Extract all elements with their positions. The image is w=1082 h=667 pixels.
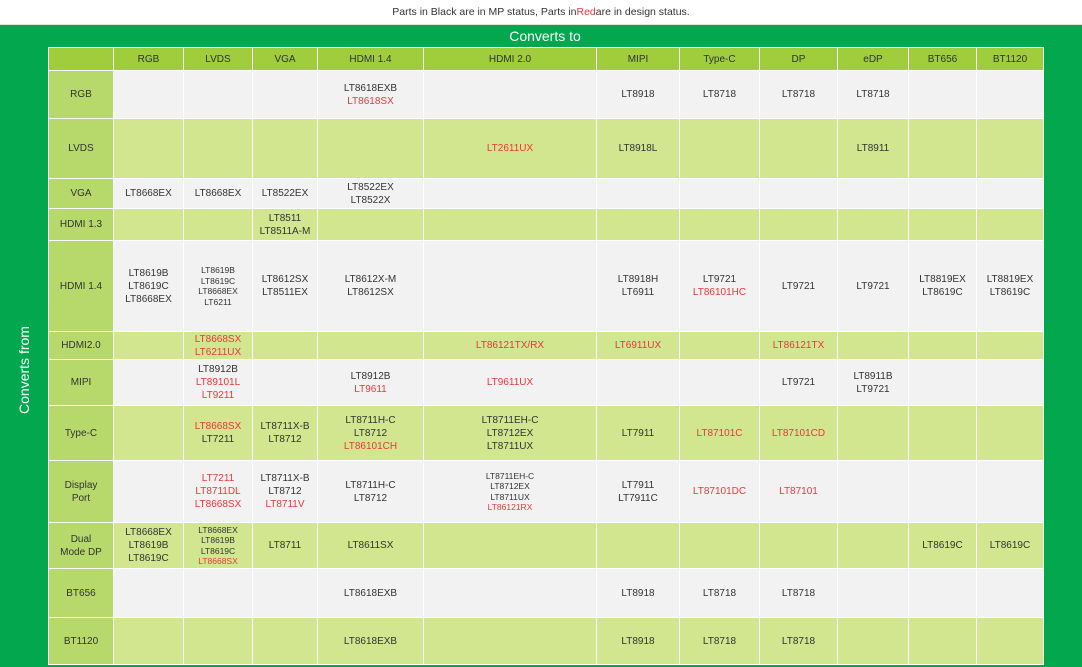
row-header <box>49 179 114 209</box>
matrix-cell <box>760 406 838 461</box>
design-part-number: LT9611UX <box>486 377 534 388</box>
mp-part-number: LT8711UX <box>490 491 530 502</box>
row-header-line: BT656 <box>66 587 96 599</box>
mp-part-number: LT8668EX <box>125 293 172 305</box>
row-header <box>49 209 114 241</box>
matrix-cell <box>597 618 680 665</box>
matrix-cell <box>977 71 1044 119</box>
mp-part-number: LT8912B <box>350 370 391 382</box>
mp-part-number: LT8618EXB <box>343 635 398 647</box>
mp-part-number: LT8522EX <box>261 188 309 199</box>
mp-part-number: LT8612SX <box>347 287 394 298</box>
mp-part-number: LT8918H <box>617 274 659 285</box>
matrix-cell <box>977 209 1044 241</box>
row-header-line: Port <box>71 492 91 504</box>
mp-part-number: LT8619B <box>128 267 169 279</box>
mp-part-number: LT8619C <box>200 545 236 556</box>
matrix-cell <box>184 332 253 360</box>
matrix-cell <box>318 461 424 523</box>
matrix-cell <box>184 461 253 523</box>
matrix-row <box>49 71 1044 119</box>
matrix-cell <box>253 406 318 461</box>
design-part-number: LT89101L <box>195 377 241 388</box>
mp-part-number: LT8918L <box>618 143 658 154</box>
matrix-cell <box>114 360 184 406</box>
mp-part-number: LT8718 <box>781 635 816 647</box>
matrix-cell <box>114 332 184 360</box>
matrix-cell <box>424 119 597 179</box>
design-part-number: LT2611UX <box>486 143 534 154</box>
matrix-cell <box>114 406 184 461</box>
mp-part-number: LT8668EX <box>125 188 172 199</box>
row-header <box>49 461 114 523</box>
matrix-cell <box>909 406 977 461</box>
row-header <box>49 119 114 179</box>
matrix-cell <box>760 569 838 618</box>
mp-part-number: LT8711X-B <box>260 473 310 484</box>
mp-part-number: LT8522EX <box>347 181 394 193</box>
design-part-number: LT86101HC <box>692 287 747 298</box>
row-header-line: HDMI 1.3 <box>59 219 103 230</box>
mp-part-number: LT7211 <box>201 434 235 445</box>
matrix-cell <box>253 461 318 523</box>
status-legend <box>0 0 1082 25</box>
matrix-cell <box>318 523 424 569</box>
matrix-cell <box>680 569 760 618</box>
matrix-cell <box>424 523 597 569</box>
mp-part-number: LT8619C <box>128 280 169 292</box>
design-part-number: LT9611 <box>354 383 387 395</box>
matrix-cell <box>253 209 318 241</box>
matrix-cell <box>597 360 680 406</box>
matrix-cell <box>977 618 1044 665</box>
row-header-line: Mode DP <box>60 546 102 558</box>
mp-part-number: LT8912B <box>198 364 238 375</box>
matrix-cell <box>680 461 760 523</box>
row-header-line: VGA <box>70 188 92 199</box>
design-part-number: LT8711V <box>265 499 305 510</box>
design-part-number: LT86121RX <box>487 502 533 512</box>
mp-part-number: LT8819EX <box>919 274 966 285</box>
matrix-cell <box>318 406 424 461</box>
mp-part-number: LT8612SX <box>261 274 309 285</box>
matrix-cell <box>680 332 760 360</box>
matrix-cell <box>760 523 838 569</box>
matrix-cell <box>760 360 838 406</box>
matrix-cell <box>760 241 838 332</box>
matrix-cell <box>318 179 424 209</box>
row-header-line: Type-C <box>64 427 98 439</box>
row-header-line: HDMI 1.4 <box>59 280 103 292</box>
matrix-cell <box>597 461 680 523</box>
row-header <box>49 618 114 665</box>
matrix-cell <box>909 119 977 179</box>
legend-red-word: Red <box>576 6 596 18</box>
matrix-cell <box>597 332 680 360</box>
mp-part-number: LT8712EX <box>490 481 530 491</box>
design-part-number: LT8668SX <box>194 499 242 510</box>
mp-part-number: LT8668EX <box>198 524 238 535</box>
mp-part-number: LT8668EX <box>194 188 242 199</box>
matrix-cell <box>114 119 184 179</box>
design-part-number: LT8618SX <box>347 95 394 107</box>
matrix-cell <box>597 71 680 119</box>
matrix-cell <box>597 209 680 241</box>
matrix-cell <box>838 461 909 523</box>
matrix-cell <box>909 209 977 241</box>
matrix-cell <box>680 209 760 241</box>
matrix-cell <box>253 523 318 569</box>
mp-part-number: LT8711H-C <box>345 414 396 426</box>
matrix-row <box>49 119 1044 179</box>
matrix-cell <box>977 523 1044 569</box>
matrix-cell <box>909 179 977 209</box>
matrix-cell <box>318 119 424 179</box>
matrix-cell <box>977 360 1044 406</box>
converts-from-heading <box>6 320 42 420</box>
matrix-cell <box>680 241 760 332</box>
row-header-line: Display <box>64 479 98 491</box>
matrix-cell <box>318 71 424 119</box>
matrix-row <box>49 569 1044 618</box>
mp-part-number: LT8511 <box>268 212 302 224</box>
mp-part-number: LT9721 <box>781 280 816 292</box>
mp-part-number: LT9721 <box>702 274 737 285</box>
matrix-cell <box>597 241 680 332</box>
matrix-cell <box>680 618 760 665</box>
column-header: MIPI <box>597 48 680 71</box>
design-part-number: LT6211UX <box>194 346 242 358</box>
matrix-cell <box>424 241 597 332</box>
row-header-line: LVDS <box>68 143 94 154</box>
design-part-number: LT87101CD <box>771 427 826 439</box>
matrix-cell <box>114 71 184 119</box>
matrix-cell <box>760 179 838 209</box>
row-header <box>49 360 114 406</box>
row-header-line: MIPI <box>70 377 92 388</box>
matrix-cell <box>597 406 680 461</box>
matrix-cell <box>760 119 838 179</box>
matrix-cell <box>184 71 253 119</box>
mp-part-number: LT8711 <box>268 540 302 551</box>
design-part-number: LT86121TX/RX <box>475 340 545 351</box>
matrix-cell <box>424 406 597 461</box>
matrix-cell <box>424 569 597 618</box>
matrix-cell <box>838 71 909 119</box>
design-part-number: LT8711DL <box>195 486 241 497</box>
mp-part-number: LT8718 <box>702 635 737 647</box>
column-header: HDMI 1.4 <box>318 48 424 71</box>
mp-part-number: LT8712 <box>353 427 388 439</box>
matrix-cell <box>909 241 977 332</box>
mp-part-number: LT8712 <box>268 434 302 445</box>
mp-part-number: LT8918 <box>621 89 655 100</box>
mp-part-number: LT8511EX <box>262 287 308 298</box>
mp-part-number: LT8911 <box>856 143 890 154</box>
matrix-cell <box>597 179 680 209</box>
matrix-cell <box>318 360 424 406</box>
matrix-cell <box>114 523 184 569</box>
design-part-number: LT6911UX <box>614 340 662 351</box>
column-header: RGB <box>114 48 184 71</box>
column-header: BT656 <box>909 48 977 71</box>
design-part-number: LT87101DC <box>692 486 747 497</box>
mp-part-number: LT8619C <box>922 287 963 298</box>
matrix-cell <box>760 209 838 241</box>
matrix-cell <box>253 360 318 406</box>
matrix-cell <box>838 119 909 179</box>
matrix-cell <box>760 71 838 119</box>
mp-part-number: LT8711EH-C <box>485 470 535 481</box>
matrix-cell <box>424 71 597 119</box>
matrix-cell <box>318 209 424 241</box>
matrix-cell <box>909 461 977 523</box>
matrix-cell <box>977 179 1044 209</box>
matrix-cell <box>318 569 424 618</box>
mp-part-number: LT8619C <box>989 540 1031 551</box>
column-header: Type-C <box>680 48 760 71</box>
corner-cell <box>49 48 114 71</box>
matrix-cell <box>909 360 977 406</box>
design-part-number: LT87101 <box>779 486 818 497</box>
column-header: LVDS <box>184 48 253 71</box>
design-part-number: LT86101CH <box>343 440 398 452</box>
mp-part-number: LT8511A-M <box>259 225 311 237</box>
matrix-cell <box>253 71 318 119</box>
mp-part-number: LT8711H-C <box>345 479 396 491</box>
row-header <box>49 241 114 332</box>
matrix-cell <box>184 119 253 179</box>
column-header-row <box>49 48 1044 71</box>
matrix-cell <box>114 461 184 523</box>
mp-part-number: LT8619C <box>128 553 169 564</box>
matrix-cell <box>838 209 909 241</box>
design-part-number: LT87101C <box>696 427 743 439</box>
converts-to-heading: Converts to <box>509 28 581 44</box>
matrix-row <box>49 618 1044 665</box>
matrix-cell <box>909 618 977 665</box>
mp-part-number: LT8718 <box>781 89 816 100</box>
matrix-cell <box>424 179 597 209</box>
row-header <box>49 523 114 569</box>
matrix-cell <box>114 618 184 665</box>
matrix-cell <box>909 523 977 569</box>
matrix-cell <box>977 569 1044 618</box>
mp-part-number: LT8718 <box>702 587 737 599</box>
matrix-cell <box>424 332 597 360</box>
matrix-row <box>49 241 1044 332</box>
mp-part-number: LT8618EXB <box>343 82 398 94</box>
converts-from-label: Converts from <box>16 326 33 414</box>
matrix-cell <box>680 406 760 461</box>
mp-part-number: LT8712EX <box>486 427 534 439</box>
row-header <box>49 406 114 461</box>
matrix-cell <box>184 618 253 665</box>
matrix-cell <box>253 618 318 665</box>
mp-part-number: LT7911C <box>618 492 658 504</box>
matrix-cell <box>909 332 977 360</box>
matrix-cell <box>184 360 253 406</box>
matrix-cell <box>680 71 760 119</box>
mp-part-number: LT8918 <box>621 635 655 647</box>
matrix-cell <box>253 179 318 209</box>
mp-part-number: LT8711X-B <box>260 421 310 432</box>
row-header <box>49 569 114 618</box>
matrix-cell <box>909 569 977 618</box>
matrix-row <box>49 523 1044 569</box>
design-part-number: LT9211 <box>201 390 235 401</box>
column-header: eDP <box>838 48 909 71</box>
mp-part-number: LT6911 <box>621 287 655 298</box>
matrix-cell <box>760 332 838 360</box>
matrix-cell <box>977 332 1044 360</box>
matrix-cell <box>114 241 184 332</box>
mp-part-number: LT8611SX <box>347 540 394 551</box>
matrix-cell <box>184 523 253 569</box>
mp-part-number: LT9721 <box>856 383 890 395</box>
row-header-line: RGB <box>70 89 92 100</box>
matrix-cell <box>597 569 680 618</box>
matrix-cell <box>838 241 909 332</box>
column-header: VGA <box>253 48 318 71</box>
mp-part-number: LT9721 <box>856 280 890 292</box>
design-part-number: LT8668SX <box>198 556 238 566</box>
matrix-cell <box>760 618 838 665</box>
design-part-number: LT7211 <box>201 473 235 484</box>
matrix-cell <box>114 569 184 618</box>
matrix-cell <box>424 618 597 665</box>
design-part-number: LT8668SX <box>194 421 242 432</box>
row-header <box>49 332 114 360</box>
mp-part-number: LT8668EX <box>198 286 238 296</box>
matrix-cell <box>680 523 760 569</box>
legend-text-prefix: Parts in Black are in MP status, Parts in <box>392 6 577 18</box>
mp-part-number: LT8718 <box>702 89 737 100</box>
column-header: HDMI 2.0 <box>424 48 597 71</box>
matrix-row <box>49 332 1044 360</box>
matrix-row <box>49 461 1044 523</box>
matrix-cell <box>424 461 597 523</box>
row-header <box>49 71 114 119</box>
matrix-cell <box>318 618 424 665</box>
mp-part-number: LT6211 <box>204 296 232 307</box>
mp-part-number: LT8619B <box>201 535 235 545</box>
mp-part-number: LT8711UX <box>486 440 534 452</box>
mp-part-number: LT8711EH-C <box>481 414 539 426</box>
legend-text-suffix: are in design status. <box>595 6 690 18</box>
matrix-cell <box>977 119 1044 179</box>
matrix-cell <box>114 209 184 241</box>
mp-part-number: LT7911 <box>621 427 655 439</box>
row-header-line: BT1120 <box>63 635 99 647</box>
matrix-cell <box>909 71 977 119</box>
row-header-line: HDMI2.0 <box>61 340 101 351</box>
design-part-number: LT86121TX <box>772 340 825 351</box>
matrix-row <box>49 179 1044 209</box>
mp-part-number: LT8619C <box>922 540 963 551</box>
matrix-cell <box>838 569 909 618</box>
mp-part-number: LT8618EXB <box>343 587 398 599</box>
matrix-cell <box>977 241 1044 332</box>
matrix-cell <box>680 119 760 179</box>
matrix-cell <box>597 523 680 569</box>
mp-part-number: LT8619B <box>201 265 235 275</box>
matrix-cell <box>680 179 760 209</box>
mp-part-number: LT8619C <box>200 275 236 286</box>
mp-part-number: LT7911 <box>621 479 655 491</box>
matrix-cell <box>838 179 909 209</box>
mp-part-number: LT8668EX <box>125 527 172 538</box>
matrix-cell <box>253 332 318 360</box>
mp-part-number: LT8718 <box>781 587 816 599</box>
matrix-cell <box>114 179 184 209</box>
matrix-cell <box>838 523 909 569</box>
matrix-cell <box>977 461 1044 523</box>
matrix-cell <box>184 209 253 241</box>
mp-part-number: LT8712 <box>268 486 302 497</box>
matrix-cell <box>760 461 838 523</box>
row-header-line: Dual <box>70 533 92 545</box>
matrix-cell <box>977 406 1044 461</box>
matrix-cell <box>424 360 597 406</box>
mp-part-number: LT8612X-M <box>344 274 397 285</box>
matrix-row <box>49 406 1044 461</box>
conversion-matrix <box>48 47 1044 665</box>
column-header: DP <box>760 48 838 71</box>
matrix-cell <box>253 119 318 179</box>
mp-part-number: LT8718 <box>856 89 890 100</box>
matrix-cell <box>838 618 909 665</box>
matrix-cell <box>253 569 318 618</box>
matrix-cell <box>184 569 253 618</box>
mp-part-number: LT8619C <box>989 287 1031 298</box>
matrix-cell <box>184 179 253 209</box>
mp-part-number: LT8819EX <box>986 274 1034 285</box>
matrix-cell <box>318 332 424 360</box>
design-part-number: LT8668SX <box>194 333 242 345</box>
matrix-cell <box>184 406 253 461</box>
matrix-cell <box>253 241 318 332</box>
matrix-cell <box>680 360 760 406</box>
matrix-cell <box>838 360 909 406</box>
mp-part-number: LT8619B <box>128 540 169 551</box>
column-header: BT1120 <box>977 48 1044 71</box>
matrix-cell <box>838 332 909 360</box>
mp-part-number: LT8911B <box>853 370 893 382</box>
matrix-cell <box>318 241 424 332</box>
matrix-cell <box>838 406 909 461</box>
mp-part-number: LT8918 <box>621 587 655 599</box>
mp-part-number: LT9721 <box>781 377 816 388</box>
matrix-row <box>49 360 1044 406</box>
matrix-row <box>49 209 1044 241</box>
matrix-cell <box>184 241 253 332</box>
mp-part-number: LT8522X <box>350 194 391 206</box>
mp-part-number: LT8712 <box>353 492 388 504</box>
matrix-cell <box>424 209 597 241</box>
matrix-cell <box>597 119 680 179</box>
